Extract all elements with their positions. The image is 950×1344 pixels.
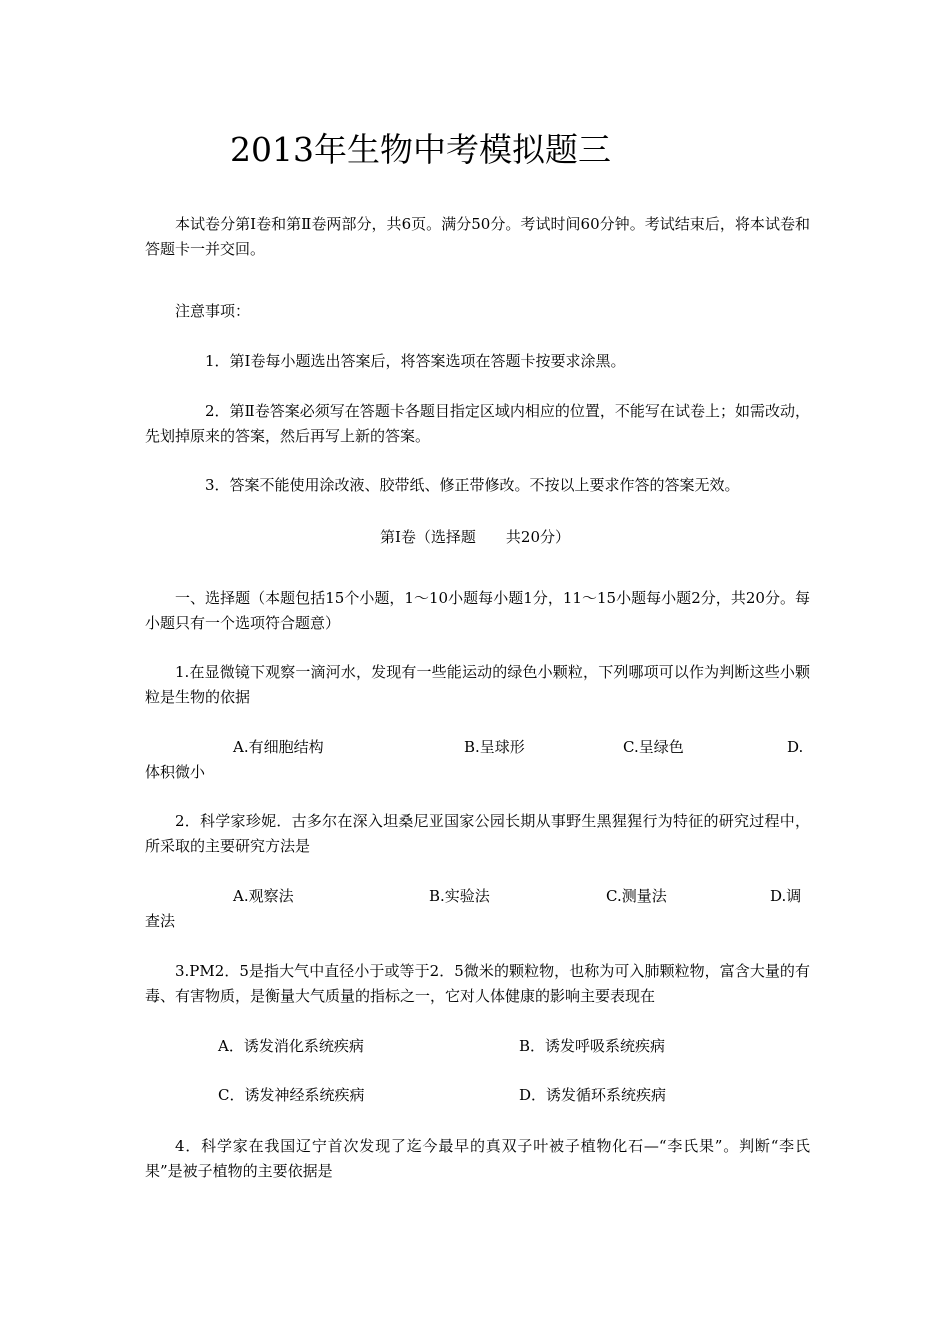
notice-item: 3．答案不能使用涂改液、胶带纸、修正带修改。不按以上要求作答的答案无效。 (205, 476, 740, 494)
answer-option: C．诱发神经系统疾病 (218, 1086, 365, 1104)
answer-option: C.测量法 (606, 887, 667, 905)
question-stem: 2．科学家珍妮．古多尔在深入坦桑尼亚国家公园长期从事野生黑猩猩行为特征的研究过程中，所采取的主要研究方法是 (145, 812, 810, 855)
document-title: 2013年生物中考模拟题三 (230, 130, 611, 169)
answer-option: B.呈球形 (464, 738, 525, 756)
answer-option: A.有细胞结构 (233, 738, 324, 756)
answer-option: A.观察法 (233, 887, 294, 905)
answer-option: D．诱发循环系统疾病 (519, 1086, 667, 1104)
answer-option: B.实验法 (429, 887, 490, 905)
question-stem: 1.在显微镜下观察一滴河水，发现有一些能运动的绿色小颗粒，下列哪项可以作为判断这些小颗粒是生物的依据 (145, 663, 810, 706)
answer-option: C.呈绿色 (623, 738, 684, 756)
notice-item: 2．第Ⅱ卷答案必须写在答题卡各题目指定区域内相应的位置，不能写在试卷上；如需改动，先划掉原来的答案，然后再写上新的答案。 (145, 402, 810, 445)
question-stem: 4．科学家在我国辽宁首次发现了迄今最早的真双子叶被子植物化石—“李氏果”。判断“李氏果”是被子植物的主要依据是 (145, 1137, 810, 1180)
answer-option: D. (787, 738, 804, 756)
exam-intro: 本试卷分第Ⅰ卷和第Ⅱ卷两部分，共6页。满分50分。考试时间60分钟。考试结束后，将本试卷和答题卡一并交回。 (145, 215, 810, 258)
answer-option: B．诱发呼吸系统疾病 (519, 1037, 666, 1055)
answer-option: D.调 (770, 887, 802, 905)
section-intro: 一、选择题（本题包括15个小题，1～10小题每小题1分，11～15小题每小题2分，共20分。每小题只有一个选项符合题意） (145, 589, 810, 632)
notice-item: 1．第Ⅰ卷每小题选出答案后，将答案选项在答题卡按要求涂黑。 (205, 352, 626, 370)
notice-heading: 注意事项： (175, 302, 251, 320)
answer-option: A．诱发消化系统疾病 (218, 1037, 364, 1055)
answer-option-wrap: 查法 (145, 912, 176, 930)
answer-option-wrap: 体积微小 (145, 763, 206, 781)
question-stem: 3.PM2．5是指大气中直径小于或等于2．5微米的颗粒物，也称为可入肺颗粒物，富含大量的有毒、有害物质，是衡量大气质量的指标之一，它对人体健康的影响主要表现在 (145, 962, 810, 1005)
section-title: 第Ⅰ卷（选择题 共20分） (379, 528, 570, 546)
